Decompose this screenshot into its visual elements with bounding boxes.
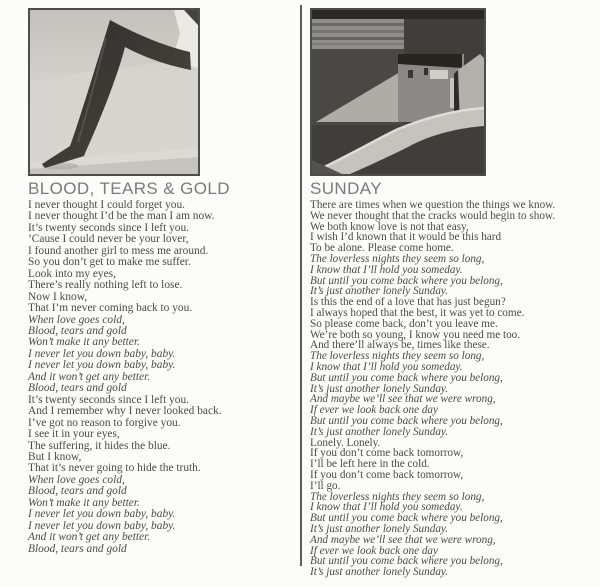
lyric-line: Lonely. Lonely.	[310, 436, 381, 449]
lyric-line: And maybe we’ll see that we were wrong,	[310, 533, 496, 546]
lyric-line: I wish I’d known that it would be this hard	[310, 231, 502, 244]
lyric-line: It’s just another lonely Sunday.	[310, 425, 449, 438]
lyric-line: There’s really nothing left to lose.	[28, 279, 183, 292]
lyric-line: Blood, tears and gold	[28, 324, 127, 337]
lyric-line: If you don’t come back tomorrow,	[310, 468, 464, 481]
lyric-line: I never let you down baby, baby.	[28, 359, 176, 372]
stockinged-leg-illustration	[30, 10, 198, 174]
lyric-line: Won’t make it any better.	[28, 336, 140, 349]
lyric-line: Is this the end of a love that has just begun?	[310, 296, 506, 309]
underpass-ramp-illustration	[312, 10, 484, 174]
lyric-line: The loverless nights they seem so long,	[310, 490, 485, 503]
lyric-line: And there’ll always be, times like these.	[310, 339, 490, 352]
lyric-line: We never thought that the cracks would begin to show.	[310, 209, 556, 222]
lyric-line: That it’s never going to hide the truth.	[28, 462, 201, 475]
lyric-line: And it won’t get any better.	[28, 531, 151, 544]
lyric-line: Won’t make it any better.	[28, 496, 140, 509]
lyric-line: To be alone. Please come home.	[310, 242, 454, 255]
lyric-line: Blood, tears and gold	[28, 542, 127, 555]
lyric-line: I know that I’ll hold you someday.	[310, 360, 463, 373]
lyric-line: The loverless nights they seem so long,	[310, 252, 485, 265]
lyric-line: When love goes cold,	[28, 313, 125, 326]
song-column-left	[28, 8, 290, 555]
lyric-line: I’ll go.	[310, 479, 341, 492]
lyric-line: Look into my eyes,	[28, 267, 116, 280]
lyric-line: The suffering, it hides the blue.	[28, 439, 171, 452]
lyric-line: That I’m never coming back to you.	[28, 302, 193, 315]
lyric-line: I never let you down baby, baby.	[28, 519, 176, 532]
lyric-line: But until you come back where you belong,	[310, 371, 503, 384]
lyric-line: But I know,	[28, 450, 82, 463]
lyric-line: I found another girl to mess me around.	[28, 244, 209, 257]
lyric-line: I know that I’ll hold you someday.	[310, 501, 463, 514]
song-title-right: SUNDAY	[310, 179, 382, 198]
lyric-line: So you don’t get to make me suffer.	[28, 256, 191, 269]
lyric-line: Blood, tears and gold	[28, 382, 127, 395]
lyric-line: But until you come back where you belong,	[310, 414, 503, 427]
lyric-line: It’s twenty seconds since I left you.	[28, 221, 190, 234]
lyric-line: But until you come back where you belong,	[310, 274, 503, 287]
lyric-line: I always hoped that the best, it was yet to come.	[310, 306, 525, 319]
song-title-left: BLOOD, TEARS & GOLD	[28, 179, 230, 198]
lyric-line: We’re both so young, I know you need me too.	[310, 328, 521, 341]
lyric-line: It’s just another lonely Sunday.	[310, 285, 449, 298]
lyric-line: If you don’t come back tomorrow,	[310, 447, 464, 460]
stockinged-leg-photo	[28, 8, 200, 176]
lyric-line: So please come back, don’t you leave me.	[310, 317, 498, 330]
lyric-line: Now I know,	[28, 290, 88, 303]
lyric-line: It’s twenty seconds since I left you.	[28, 393, 190, 406]
lyric-line: I never thought I could forget you.	[28, 199, 186, 211]
lyric-line: Blood, tears and gold	[28, 485, 127, 498]
lyric-line: But until you come back where you belong,	[310, 512, 503, 525]
lyric-line: I see it in your eyes,	[28, 428, 120, 441]
lyric-line: I never let you down baby, baby.	[28, 347, 176, 360]
lyric-line: There are times when we question the things we know.	[310, 199, 556, 211]
lyric-line: It’s just another lonely Sunday.	[310, 566, 449, 579]
lyric-line: I’ll be left here in the cold.	[310, 458, 430, 471]
lyric-line: I never let you down baby, baby.	[28, 508, 176, 521]
lyric-line: And I remember why I never looked back.	[28, 405, 222, 418]
lyric-line: We both know love is not that easy,	[310, 220, 469, 233]
lyric-line: And it won’t get any better.	[28, 370, 151, 383]
song-column-right	[310, 8, 594, 578]
lyric-line: I’ve got no reason to forgive you.	[28, 416, 181, 429]
lyric-line: The loverless nights they seem so long,	[310, 350, 485, 363]
lyrics-left	[28, 200, 290, 555]
lyric-line: ’Cause I could never be your lover,	[28, 233, 189, 246]
lyric-line: But until you come back where you belong,	[310, 555, 503, 568]
lyric-line: If ever we look back one day	[310, 404, 438, 417]
lyric-line: If ever we look back one day	[310, 544, 438, 557]
column-divider-rule	[300, 5, 302, 566]
underpass-ramp-photo	[310, 8, 486, 176]
lyric-line: I never thought I’d be the man I am now.	[28, 210, 215, 223]
lyric-line: I know that I’ll hold you someday.	[310, 263, 463, 276]
lyric-line: When love goes cold,	[28, 473, 125, 486]
lyric-line: And maybe we’ll see that we were wrong,	[310, 393, 496, 406]
lyric-line: It’s just another lonely Sunday.	[310, 382, 449, 395]
lyrics-right	[310, 200, 594, 578]
lyric-line: It’s just another lonely Sunday.	[310, 522, 449, 535]
